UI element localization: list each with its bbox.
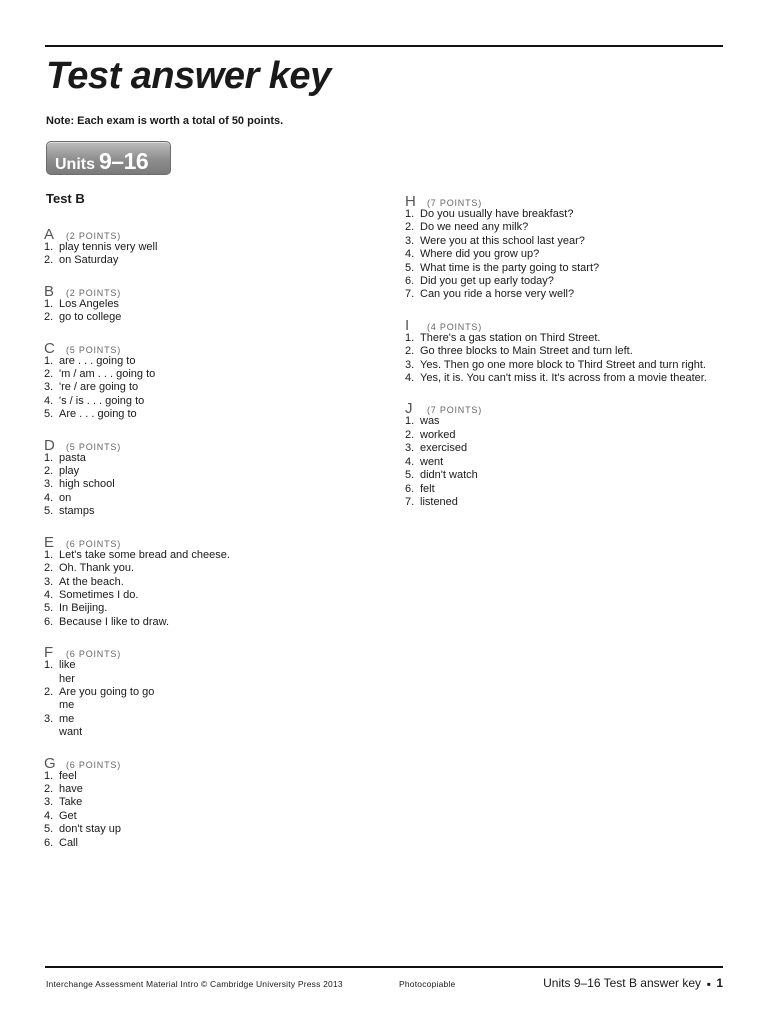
answer-number: 2.	[44, 562, 54, 575]
answer-number: 1.	[44, 241, 54, 253]
answer-list	[405, 332, 745, 386]
answer-section-j	[405, 400, 745, 509]
answer-text: have	[59, 782, 83, 795]
answer-text: are . . . going to	[59, 354, 136, 367]
answer-text: her	[59, 672, 75, 685]
answer-number: 4.	[44, 588, 54, 601]
section-points: (7 POINTS)	[427, 198, 483, 208]
answer-number: 4.	[405, 372, 415, 385]
answer-number: 7.	[405, 288, 415, 301]
answer-text: don't stay up	[59, 823, 122, 836]
answer-text: Because I like to draw.	[59, 615, 170, 628]
answer-text: Are . . . going to	[59, 408, 137, 421]
answer-text: Get	[59, 809, 77, 822]
answer-item	[44, 478, 384, 491]
answer-item	[405, 415, 745, 428]
section-letter: D	[44, 436, 55, 454]
section-heading	[44, 226, 384, 241]
answer-text: want	[59, 726, 83, 739]
section-letter: F	[44, 644, 54, 662]
answer-item	[44, 505, 384, 518]
test-label: Test B	[46, 191, 85, 206]
footer-doc-title: Units 9–16 Test B answer key	[543, 976, 701, 990]
answer-list	[44, 241, 384, 268]
answer-item	[405, 208, 745, 221]
answer-number: 2.	[405, 221, 415, 234]
answer-item	[405, 235, 745, 248]
answer-text: Can you ride a horse very well?	[420, 288, 575, 301]
section-letter: I	[405, 316, 410, 334]
answer-item	[44, 699, 384, 712]
answer-text: worked	[420, 428, 456, 441]
answer-item	[44, 395, 384, 408]
section-points: (5 POINTS)	[66, 441, 122, 452]
answer-list	[44, 770, 384, 850]
answer-text: Do you usually have breakfast?	[420, 208, 574, 220]
answer-number: 1.	[405, 208, 415, 220]
section-points: (5 POINTS)	[66, 344, 122, 355]
answer-text: Do we need any milk?	[420, 221, 529, 234]
answer-number: 5.	[405, 261, 415, 274]
answer-item	[405, 275, 745, 288]
top-rule	[45, 45, 723, 47]
answer-text: Sometimes I do.	[59, 588, 139, 601]
answer-number: 5.	[44, 408, 54, 421]
answer-item	[405, 496, 745, 509]
answer-number: 3.	[44, 478, 54, 491]
answer-item	[44, 616, 384, 629]
answer-text: 'm / am . . . going to	[59, 368, 156, 381]
answer-number: 3.	[405, 358, 415, 371]
answer-text: play	[59, 465, 80, 478]
answer-text: What time is the party going to start?	[420, 261, 600, 274]
answer-item	[44, 408, 384, 421]
answer-number: 3.	[405, 442, 415, 455]
section-letter: B	[44, 282, 55, 300]
answer-text: Oh. Thank you.	[59, 562, 135, 575]
answer-number: 3.	[44, 712, 54, 725]
answer-item	[44, 562, 384, 575]
answer-number: 1.	[44, 769, 54, 782]
answer-number: 1.	[44, 354, 54, 367]
answer-text: Go three blocks to Main Street and turn left.	[420, 345, 633, 358]
answer-list	[44, 298, 384, 325]
answer-number: 3.	[405, 234, 415, 247]
answer-number: 3.	[44, 381, 54, 394]
section-letter: G	[44, 754, 56, 772]
section-points: (2 POINTS)	[66, 231, 122, 241]
answer-item	[44, 673, 384, 686]
answer-text: Let's take some bread and cheese.	[59, 548, 230, 561]
answer-list	[44, 659, 384, 739]
answer-item	[405, 372, 745, 385]
answer-text: Take	[59, 796, 83, 809]
units-badge-range: 9–16	[99, 148, 149, 174]
answer-item	[44, 254, 384, 267]
answer-text: didn't watch	[420, 469, 478, 482]
section-heading	[405, 400, 745, 418]
answer-number: 6.	[44, 836, 54, 849]
answer-number: 2.	[405, 428, 415, 441]
answer-number: 4.	[44, 394, 54, 407]
section-points: (7 POINTS)	[427, 405, 483, 416]
answer-item	[405, 483, 745, 496]
section-heading	[44, 644, 384, 662]
page-footer	[46, 976, 723, 992]
answer-text: Los Angeles	[59, 297, 119, 310]
answer-number: 3.	[44, 575, 54, 588]
section-heading	[44, 534, 384, 549]
answer-item	[44, 465, 384, 478]
answer-number: 5.	[44, 505, 54, 518]
answer-item	[44, 770, 384, 783]
footer-photocopiable: Photocopiable	[399, 979, 456, 989]
section-letter: A	[44, 226, 55, 243]
answer-item	[44, 311, 384, 324]
answer-section-h	[405, 193, 745, 302]
answer-number: 7.	[405, 495, 415, 508]
answer-text: feel	[59, 769, 77, 782]
answer-item	[405, 262, 745, 275]
answer-item	[44, 726, 384, 739]
answer-text: play tennis very well	[59, 241, 158, 253]
answer-text: Yes. Then go one more block to Third Street and turn right.	[420, 358, 706, 371]
section-points: (2 POINTS)	[66, 287, 122, 298]
answer-number: 1.	[44, 297, 54, 310]
answer-list	[405, 415, 745, 509]
footer-separator: ▪	[706, 977, 711, 991]
answer-number: 3.	[44, 796, 54, 809]
answer-list	[405, 208, 745, 302]
section-points: (6 POINTS)	[66, 538, 122, 549]
section-heading	[44, 755, 384, 770]
answer-item	[44, 602, 384, 615]
answer-item	[405, 332, 745, 345]
section-points: (6 POINTS)	[66, 759, 122, 770]
answer-number: 5.	[44, 602, 54, 615]
right-column	[405, 193, 745, 524]
answer-number: 2.	[405, 345, 415, 358]
answer-item	[405, 221, 745, 234]
answer-number: 2.	[44, 254, 54, 267]
answer-item	[44, 549, 384, 562]
answer-list	[44, 355, 384, 422]
answer-text: exercised	[420, 442, 468, 455]
answer-number: 5.	[405, 469, 415, 482]
answer-item	[44, 576, 384, 589]
answer-number: 6.	[405, 275, 415, 288]
section-heading	[44, 283, 384, 298]
answer-item	[405, 248, 745, 261]
answer-text: on	[59, 491, 72, 504]
answer-text: on Saturday	[59, 254, 119, 267]
answer-number: 4.	[44, 809, 54, 822]
answer-number: 1.	[405, 415, 415, 428]
answer-item	[44, 796, 384, 809]
section-points: (4 POINTS)	[427, 321, 483, 332]
answer-number: 1.	[44, 659, 54, 672]
answer-text: stamps	[59, 505, 95, 518]
section-letter: J	[405, 400, 413, 418]
answer-section-a	[44, 226, 384, 268]
answer-number: 2.	[44, 685, 54, 698]
answer-item	[44, 355, 384, 368]
answer-item	[44, 492, 384, 505]
answer-section-i	[405, 317, 745, 386]
answer-item	[44, 783, 384, 796]
answer-item	[44, 823, 384, 836]
answer-item	[405, 442, 745, 455]
answer-text: felt	[420, 482, 435, 495]
page-number: 1	[716, 976, 723, 990]
answer-text: Are you going to go	[59, 685, 155, 698]
answer-section-d	[44, 437, 384, 519]
section-heading	[44, 340, 384, 355]
answer-text: There's a gas station on Third Street.	[420, 331, 601, 344]
answer-list	[44, 549, 384, 629]
answer-section-g	[44, 755, 384, 850]
answer-text: high school	[59, 478, 115, 491]
units-badge-word: Units	[55, 156, 95, 173]
answer-text: go to college	[59, 311, 122, 324]
answer-text: Were you at this school last year?	[420, 234, 585, 247]
answer-text: In Beijing.	[59, 602, 108, 615]
section-heading	[405, 193, 745, 208]
answer-text: like	[59, 659, 76, 672]
answer-section-c	[44, 340, 384, 422]
answer-item	[44, 589, 384, 602]
answer-text: 're / are going to	[59, 381, 139, 394]
answer-text: Where did you grow up?	[420, 248, 540, 261]
answer-item	[44, 241, 384, 254]
answer-item	[44, 298, 384, 311]
answer-number: 6.	[405, 482, 415, 495]
answer-item	[405, 345, 745, 358]
section-letter: C	[44, 339, 55, 357]
answer-number: 4.	[405, 248, 415, 261]
answer-number: 1.	[44, 548, 54, 561]
answer-number: 2.	[44, 782, 54, 795]
answer-item	[405, 359, 745, 372]
answer-number: 2.	[44, 311, 54, 324]
answer-section-f	[44, 644, 384, 739]
answer-text: Yes, it is. You can't miss it. It's across from a movie theater.	[420, 372, 707, 385]
answer-item	[44, 368, 384, 381]
answer-item	[405, 288, 745, 301]
answer-item	[405, 429, 745, 442]
answer-text: At the beach.	[59, 575, 124, 588]
answer-text: Call	[59, 836, 78, 849]
answer-text: listened	[420, 495, 458, 508]
answer-item	[44, 686, 384, 699]
answer-number: 1.	[44, 451, 54, 464]
answer-item	[44, 810, 384, 823]
answer-number	[44, 699, 59, 712]
answer-number	[44, 673, 59, 686]
answer-list	[44, 452, 384, 519]
answer-number: 4.	[44, 491, 54, 504]
answer-text: was	[420, 415, 440, 428]
answer-item	[44, 837, 384, 850]
section-letter: H	[405, 193, 416, 210]
answer-text: pasta	[59, 451, 86, 464]
left-column	[44, 226, 384, 865]
answer-number: 4.	[405, 455, 415, 468]
answer-text: Did you get up early today?	[420, 275, 554, 288]
answer-text: me	[59, 712, 75, 725]
answer-number: 6.	[44, 615, 54, 628]
section-heading	[405, 317, 745, 332]
page-title: Test answer key	[46, 55, 331, 97]
answer-number: 5.	[44, 823, 54, 836]
answer-item	[44, 452, 384, 465]
footer-source: Interchange Assessment Material Intro © Cambridge University Press 2013	[46, 979, 343, 989]
answer-item	[44, 381, 384, 394]
answer-number: 1.	[405, 331, 415, 344]
units-badge	[46, 141, 171, 175]
answer-number: 2.	[44, 368, 54, 381]
section-letter: E	[44, 533, 55, 551]
answer-item	[44, 659, 384, 672]
answer-text: me	[59, 699, 75, 712]
answer-item	[405, 469, 745, 482]
answer-number	[44, 726, 59, 739]
bottom-rule	[45, 966, 723, 968]
answer-section-b	[44, 283, 384, 325]
section-heading	[44, 437, 384, 452]
answer-text: 's / is . . . going to	[59, 394, 145, 407]
answer-section-e	[44, 534, 384, 629]
points-note: Note: Each exam is worth a total of 50 points.	[46, 115, 284, 127]
answer-text: went	[420, 455, 444, 468]
answer-item	[44, 713, 384, 726]
section-points: (6 POINTS)	[66, 649, 122, 660]
answer-number: 2.	[44, 465, 54, 478]
answer-item	[405, 456, 745, 469]
